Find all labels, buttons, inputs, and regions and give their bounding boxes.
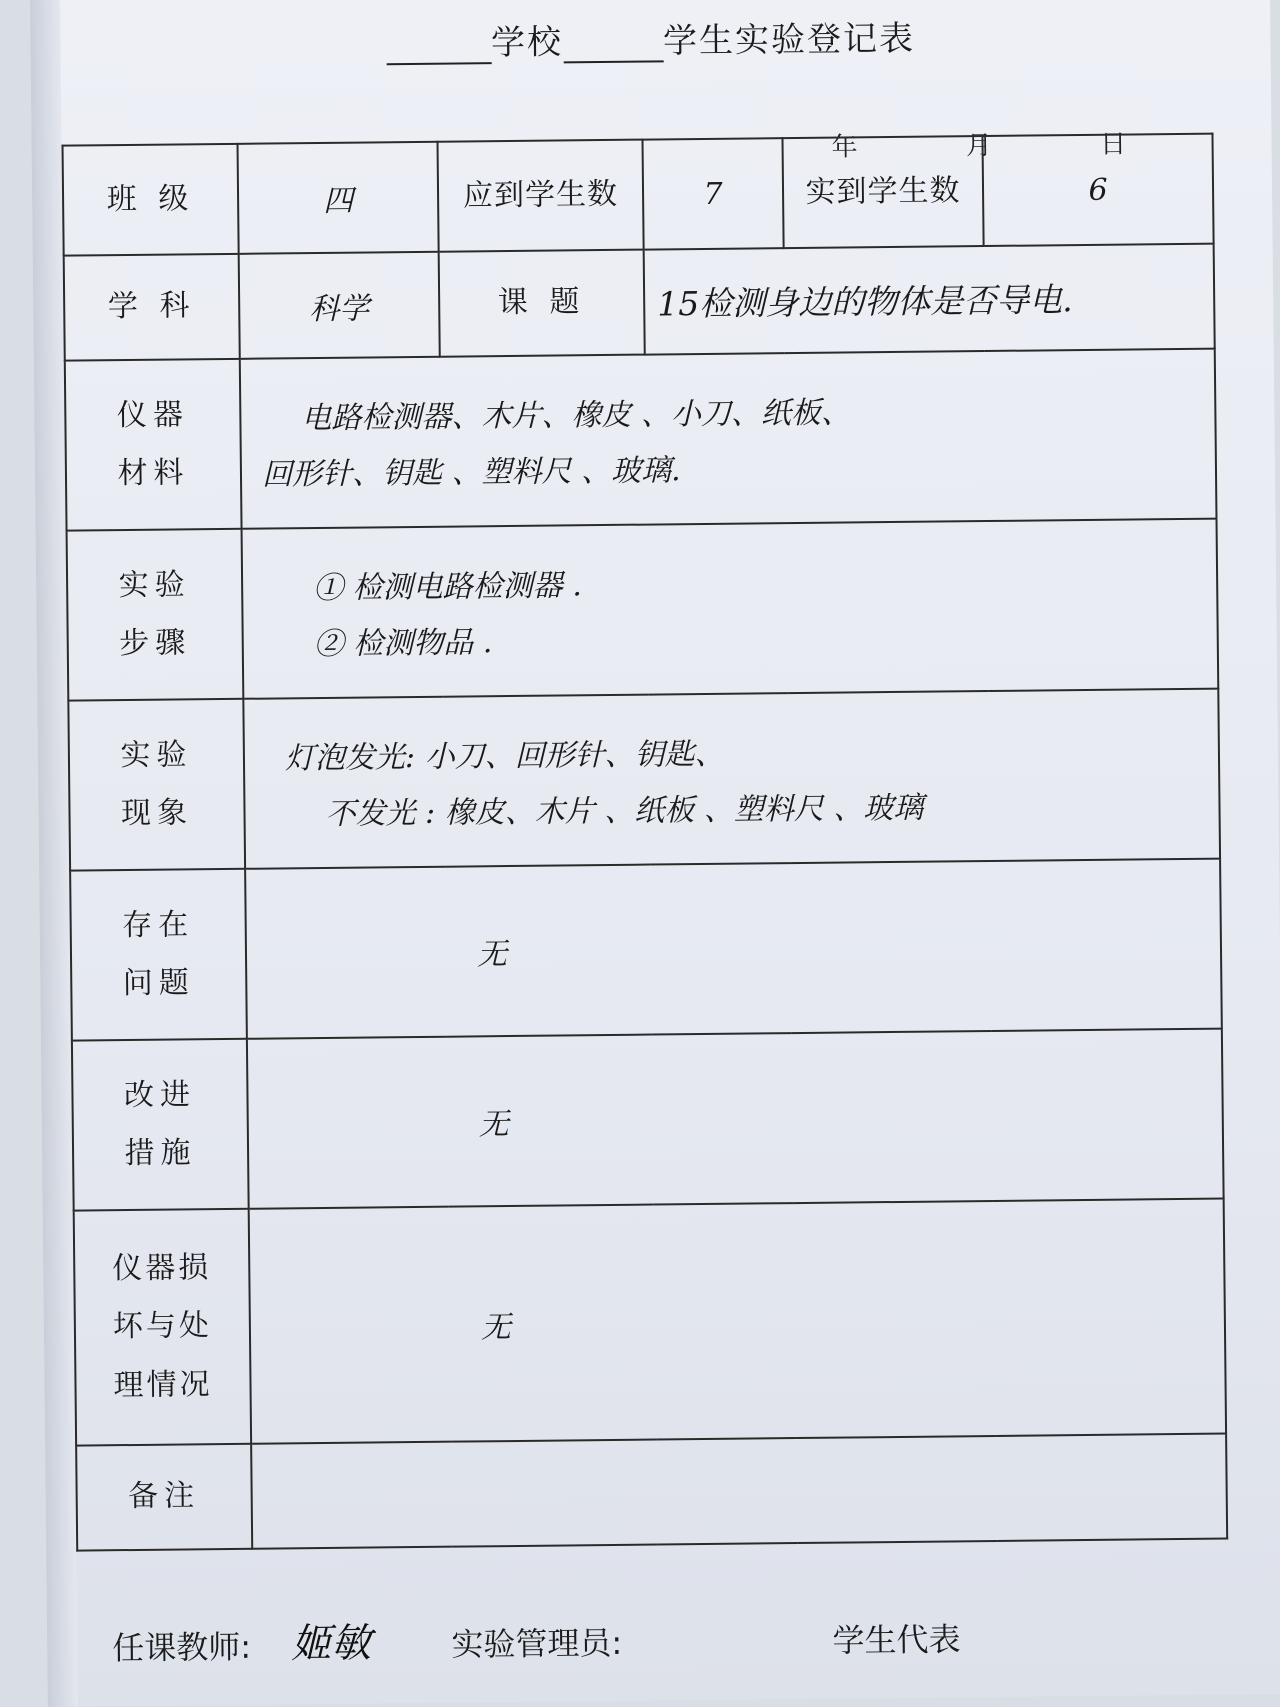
value-expected: 7 — [642, 138, 783, 249]
label-materials — [65, 359, 242, 531]
row-phenomena — [68, 689, 1220, 871]
teacher-label: 任课教师: — [112, 1627, 252, 1668]
date-year: 年 — [831, 132, 858, 163]
label-subject: 学 科 — [64, 254, 240, 361]
value-damage: 无 — [249, 1199, 1226, 1444]
admin-blank — [632, 1652, 822, 1654]
value-materials — [240, 349, 1217, 529]
label-improvements — [72, 1039, 249, 1211]
value-remarks — [251, 1434, 1227, 1549]
label-damage — [74, 1209, 251, 1446]
label-phenomena-1: 实验 — [120, 736, 193, 773]
label-steps-2: 步骤 — [119, 625, 192, 662]
phenomena-line-2: 不发光 : 橡皮、木片 、纸板 、塑料尺 、玻璃 — [325, 790, 924, 832]
label-materials-2: 材料 — [117, 455, 190, 492]
label-improvements-2: 措施 — [124, 1135, 197, 1172]
label-expected: 应到学生数 — [438, 140, 644, 252]
label-problems — [70, 869, 247, 1041]
signature-footer — [112, 1603, 1213, 1672]
materials-line-2: 回形针、钥匙 、塑料尺 、玻璃. — [261, 453, 681, 493]
label-damage-3: 理情况 — [113, 1366, 213, 1403]
label-problems-1: 存在 — [122, 906, 195, 943]
date-month: 月 — [965, 130, 993, 162]
teacher-signature: 姬敏 — [290, 1620, 372, 1668]
row-subject — [64, 244, 1215, 361]
row-materials — [65, 349, 1217, 531]
materials-line-1: 电路检测器、木片、橡皮 、小刀、纸板、 — [301, 395, 852, 437]
row-steps — [67, 519, 1219, 701]
title-part1: 学校 — [490, 22, 564, 64]
label-phenomena — [68, 699, 245, 871]
label-class: 班 级 — [63, 144, 239, 256]
label-materials-1: 仪器 — [116, 396, 190, 433]
row-class — [63, 134, 1214, 256]
label-problems-2: 问题 — [122, 965, 195, 1002]
title-part2: 学生实验登记表 — [662, 18, 916, 62]
date-day: 日 — [1099, 129, 1127, 160]
value-topic: 15检测身边的物体是否导电. — [644, 244, 1215, 355]
row-improvements — [72, 1029, 1224, 1211]
label-topic: 课 题 — [439, 250, 645, 357]
document-page — [30, 0, 1280, 1707]
row-remarks — [76, 1434, 1227, 1551]
row-damage — [74, 1199, 1226, 1446]
steps-line-2: ② 检测物品 . — [313, 625, 493, 663]
label-steps — [67, 529, 244, 701]
label-steps-1: 实验 — [118, 566, 191, 603]
form-title — [30, 7, 1270, 69]
grade-blank — [563, 60, 663, 63]
phenomena-line-1: 灯泡发光: 小刀、回形针、钥匙、 — [284, 736, 725, 777]
registration-table — [62, 130, 1229, 1552]
label-damage-1: 仪器损 — [112, 1249, 212, 1286]
student-rep-label: 学生代表 — [832, 1620, 961, 1660]
value-actual: 6 — [982, 134, 1213, 246]
value-improvements: 无 — [247, 1029, 1224, 1209]
value-steps — [242, 519, 1219, 699]
label-damage-2: 坏与处 — [112, 1308, 213, 1345]
label-remarks: 备注 — [76, 1444, 252, 1551]
label-actual: 实到学生数 — [782, 136, 983, 248]
value-phenomena — [243, 689, 1220, 869]
admin-label: 实验管理员: — [451, 1623, 623, 1664]
label-improvements-1: 改进 — [123, 1076, 197, 1113]
school-blank — [386, 62, 491, 65]
value-subject: 科学 — [239, 252, 440, 359]
row-problems — [70, 859, 1222, 1041]
steps-line-1: ① 检测电路检测器 . — [312, 568, 582, 607]
value-class: 四 — [238, 142, 439, 254]
label-phenomena-2: 现象 — [120, 795, 194, 832]
value-problems: 无 — [245, 859, 1222, 1039]
